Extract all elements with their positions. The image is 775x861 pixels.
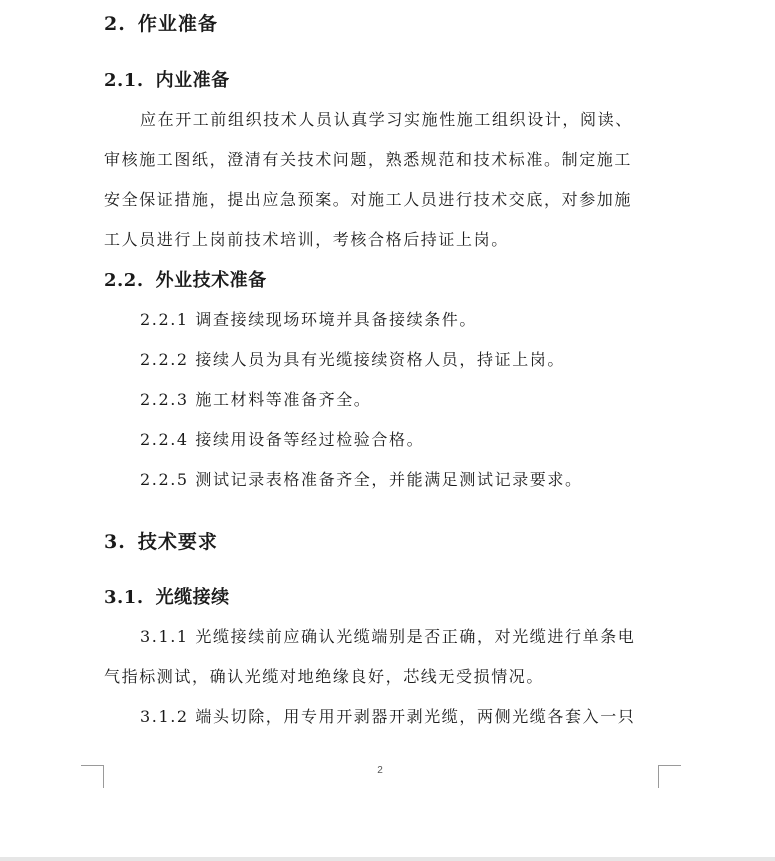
heading-text: 技术要求 [137,531,218,553]
heading-section-2-1 [104,66,230,92]
paragraph-line: 3.1.2 端头切除，用专用开剥器开剥光缆，两侧光缆各套入一只 [140,707,636,726]
heading-section-2-2 [104,266,267,292]
list-item: 2.2.2 接续人员为具有光缆接续资格人员，持证上岗。 [140,350,565,369]
heading-text: 光缆接续 [155,587,230,608]
heading-text: 内业准备 [155,70,230,91]
paragraph-line: 工人员进行上岗前技术培训，考核合格后持证上岗。 [104,230,509,249]
page-bottom-edge [0,857,775,861]
heading-number: 3. [104,531,126,553]
paragraph-line: 安全保证措施，提出应急预案。对施工人员进行技术交底，对参加施 [104,190,633,209]
list-item: 2.2.1 调查接续现场环境并具备接续条件。 [140,310,477,329]
page-number: 2 [377,765,383,776]
heading-section-3 [104,527,218,554]
paragraph-line: 应在开工前组织技术人员认真学习实施性施工组织设计，阅读、 [140,110,633,129]
paragraph-line: 3.1.1 光缆接续前应确认光缆端别是否正确，对光缆进行单条电 [140,627,636,646]
heading-text: 作业准备 [137,13,218,35]
paragraph-line: 审核施工图纸，澄清有关技术问题，熟悉规范和技术标准。制定施工 [104,150,633,169]
list-item: 2.2.5 测试记录表格准备齐全，并能满足测试记录要求。 [140,470,583,489]
heading-section-3-1 [104,583,230,609]
heading-number: 2.1. [104,70,144,91]
heading-section-2 [104,9,218,36]
heading-number: 3.1. [104,587,144,608]
paragraph-line: 气指标测试，确认光缆对地绝缘良好，芯线无受损情况。 [104,667,545,686]
margin-corner-mark-right [658,765,681,788]
margin-corner-mark-left [81,765,104,788]
heading-number: 2. [104,13,126,35]
heading-number: 2.2. [104,270,144,291]
list-item: 2.2.4 接续用设备等经过检验合格。 [140,430,425,449]
list-item: 2.2.3 施工材料等准备齐全。 [140,390,372,409]
heading-text: 外业技术准备 [155,270,267,291]
